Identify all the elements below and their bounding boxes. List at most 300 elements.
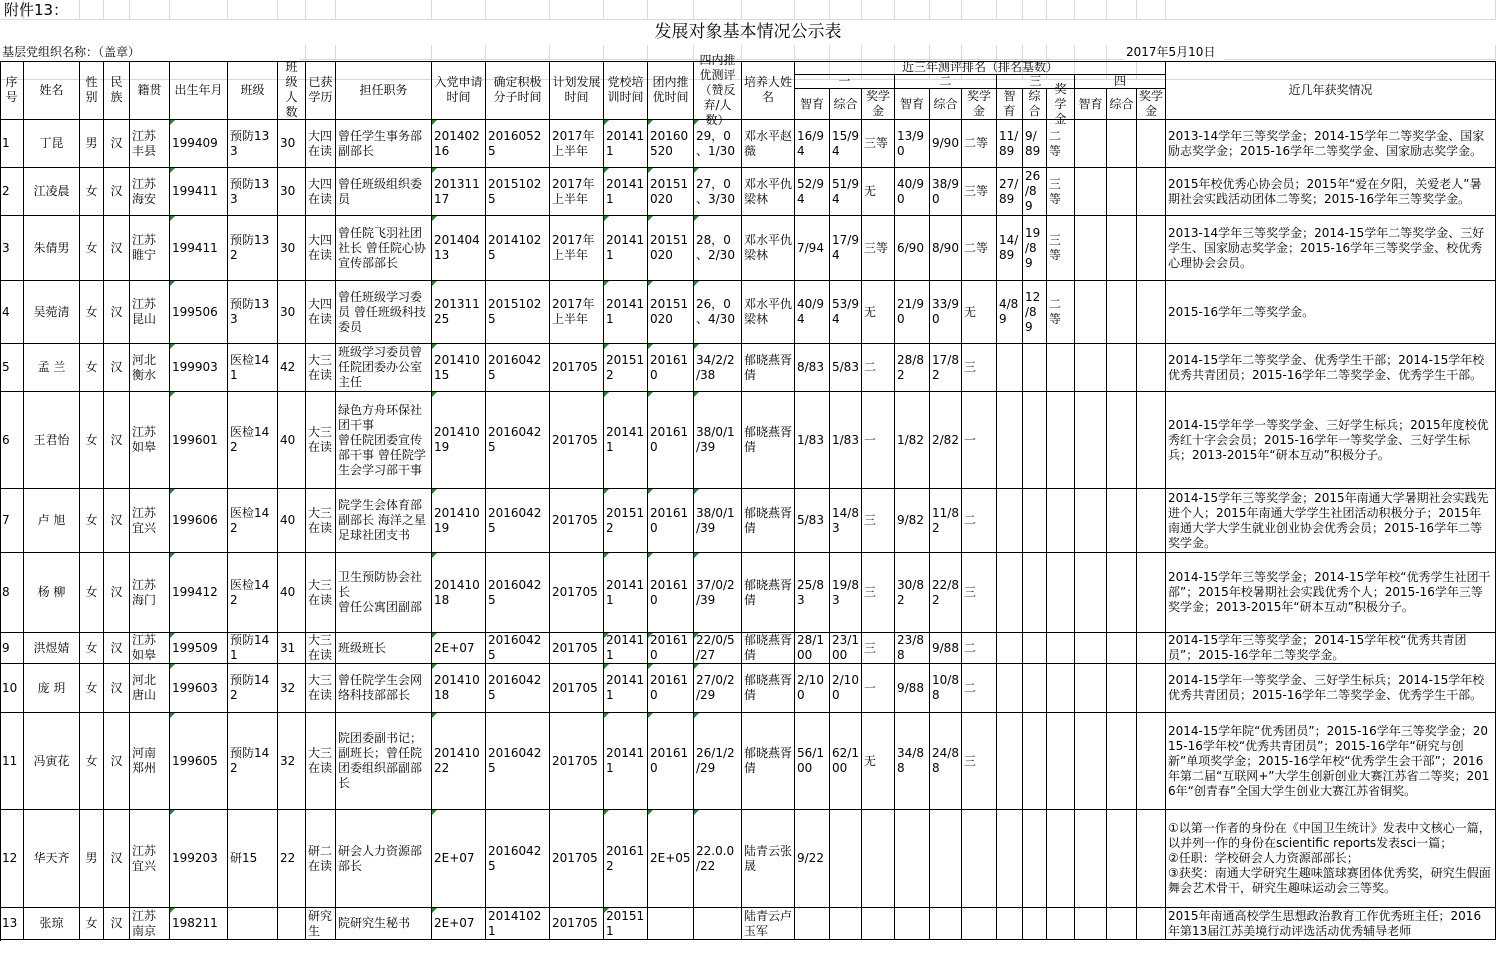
cell-rank-y2-zhiyu[interactable] — [895, 344, 930, 392]
cell-birth[interactable] — [170, 392, 228, 489]
cell-rank-y1-jiang[interactable] — [862, 216, 895, 281]
cell-awards[interactable] — [1166, 633, 1496, 664]
cell-rank-y2-zonghe[interactable] — [930, 168, 962, 216]
cell-awards[interactable] — [1166, 810, 1496, 908]
grid-cell[interactable] — [1107, 0, 1137, 20]
cell-rank-y4-jiang[interactable] — [1137, 168, 1166, 216]
cell-rank-y1-jiang[interactable] — [862, 281, 895, 344]
cell-size[interactable] — [278, 713, 306, 810]
cell-rank-y2-zonghe[interactable] — [930, 664, 962, 713]
cell-gender[interactable] — [80, 344, 104, 392]
cell-training[interactable] — [604, 120, 648, 168]
cell-rank-y2-zonghe[interactable] — [930, 216, 962, 281]
cell-plan[interactable] — [550, 216, 604, 281]
cell-rank-y4-zhiyu[interactable] — [1075, 633, 1107, 664]
cell-rank-y4-zonghe[interactable] — [1107, 713, 1137, 810]
cell-rank-y3-jiang[interactable] — [1047, 120, 1075, 168]
cell-rank-y4-zonghe[interactable] — [1107, 216, 1137, 281]
cell-mentor[interactable] — [742, 216, 795, 281]
cell-degree[interactable] — [306, 168, 336, 216]
cell-mentor[interactable] — [742, 344, 795, 392]
cell-seq[interactable] — [0, 392, 24, 489]
cell-class[interactable] — [228, 489, 278, 553]
cell-awards[interactable] — [1166, 553, 1496, 633]
cell-rank-y2-zonghe[interactable] — [930, 281, 962, 344]
cell-rank-y1-zhiyu[interactable] — [795, 664, 830, 713]
cell-apply[interactable] — [432, 553, 486, 633]
cell-gender[interactable] — [80, 392, 104, 489]
cell-position[interactable] — [336, 216, 432, 281]
cell-size[interactable] — [278, 216, 306, 281]
cell-rank-y1-zhiyu[interactable] — [795, 281, 830, 344]
cell-apply[interactable] — [432, 713, 486, 810]
cell-training[interactable] — [604, 553, 648, 633]
cell-recommend[interactable] — [648, 553, 694, 633]
cell-rank-y2-zonghe[interactable] — [930, 810, 962, 908]
cell-rank-y4-zhiyu[interactable] — [1075, 344, 1107, 392]
cell-rank-y3-jiang[interactable] — [1047, 633, 1075, 664]
cell-activist[interactable] — [486, 553, 550, 633]
cell-class[interactable] — [228, 713, 278, 810]
cell-apply[interactable] — [432, 281, 486, 344]
cell-rank-y3-zonghe[interactable] — [1023, 392, 1047, 489]
cell-rank-y1-zhiyu[interactable] — [795, 216, 830, 281]
grid-cell[interactable] — [228, 0, 278, 20]
cell-size[interactable] — [278, 553, 306, 633]
cell-rank-y2-jiang[interactable] — [962, 120, 997, 168]
cell-rank-y3-zhiyu[interactable] — [997, 908, 1023, 940]
cell-rank-y3-zonghe[interactable] — [1023, 664, 1047, 713]
cell-plan[interactable] — [550, 633, 604, 664]
cell-name[interactable] — [24, 168, 80, 216]
cell-seq[interactable] — [0, 908, 24, 940]
cell-origin[interactable] — [130, 344, 170, 392]
cell-rank-y3-jiang[interactable] — [1047, 713, 1075, 810]
cell-plan[interactable] — [550, 392, 604, 489]
cell-rank-y1-zhiyu[interactable] — [795, 810, 830, 908]
cell-origin[interactable] — [130, 553, 170, 633]
cell-training[interactable] — [604, 281, 648, 344]
cell-recommend[interactable] — [648, 168, 694, 216]
cell-position[interactable] — [336, 664, 432, 713]
cell-rank-y2-zhiyu[interactable] — [895, 633, 930, 664]
grid-cell[interactable] — [336, 0, 432, 20]
cell-rank-y3-jiang[interactable] — [1047, 168, 1075, 216]
cell-seq[interactable] — [0, 281, 24, 344]
cell-rank-y3-zonghe[interactable] — [1023, 168, 1047, 216]
cell-plan[interactable] — [550, 553, 604, 633]
cell-rank-y1-zonghe[interactable] — [830, 908, 862, 940]
cell-rank-y2-zhiyu[interactable] — [895, 713, 930, 810]
cell-eval[interactable] — [694, 633, 742, 664]
cell-activist[interactable] — [486, 168, 550, 216]
cell-rank-y3-jiang[interactable] — [1047, 810, 1075, 908]
cell-position[interactable] — [336, 344, 432, 392]
cell-rank-y3-jiang[interactable] — [1047, 216, 1075, 281]
cell-seq[interactable] — [0, 713, 24, 810]
cell-activist[interactable] — [486, 489, 550, 553]
cell-rank-y1-zhiyu[interactable] — [795, 553, 830, 633]
cell-plan[interactable] — [550, 713, 604, 810]
cell-mentor[interactable] — [742, 908, 795, 940]
cell-seq[interactable] — [0, 633, 24, 664]
cell-position[interactable] — [336, 489, 432, 553]
cell-plan[interactable] — [550, 168, 604, 216]
cell-origin[interactable] — [130, 633, 170, 664]
cell-rank-y2-zhiyu[interactable] — [895, 168, 930, 216]
cell-size[interactable] — [278, 908, 306, 940]
cell-plan[interactable] — [550, 344, 604, 392]
cell-rank-y3-jiang[interactable] — [1047, 392, 1075, 489]
cell-rank-y2-zonghe[interactable] — [930, 120, 962, 168]
grid-cell[interactable] — [1023, 0, 1047, 20]
cell-birth[interactable] — [170, 713, 228, 810]
cell-rank-y1-jiang[interactable] — [862, 664, 895, 713]
cell-rank-y4-zhiyu[interactable] — [1075, 120, 1107, 168]
cell-rank-y3-zonghe[interactable] — [1023, 120, 1047, 168]
cell-rank-y1-jiang[interactable] — [862, 633, 895, 664]
cell-rank-y2-jiang[interactable] — [962, 908, 997, 940]
cell-degree[interactable] — [306, 120, 336, 168]
cell-gender[interactable] — [80, 908, 104, 940]
cell-rank-y3-zhiyu[interactable] — [997, 489, 1023, 553]
cell-apply[interactable] — [432, 216, 486, 281]
cell-rank-y1-jiang[interactable] — [862, 810, 895, 908]
cell-degree[interactable] — [306, 344, 336, 392]
cell-gender[interactable] — [80, 633, 104, 664]
cell-rank-y1-zonghe[interactable] — [830, 664, 862, 713]
cell-size[interactable] — [278, 810, 306, 908]
cell-recommend[interactable] — [648, 392, 694, 489]
cell-ethnic[interactable] — [104, 392, 130, 489]
cell-degree[interactable] — [306, 633, 336, 664]
cell-rank-y2-jiang[interactable] — [962, 168, 997, 216]
cell-rank-y4-zhiyu[interactable] — [1075, 168, 1107, 216]
grid-cell[interactable] — [795, 0, 830, 20]
cell-rank-y4-zhiyu[interactable] — [1075, 810, 1107, 908]
cell-size[interactable] — [278, 633, 306, 664]
cell-position[interactable] — [336, 908, 432, 940]
cell-origin[interactable] — [130, 281, 170, 344]
cell-rank-y3-zhiyu[interactable] — [997, 344, 1023, 392]
cell-eval[interactable] — [694, 216, 742, 281]
cell-size[interactable] — [278, 120, 306, 168]
cell-rank-y4-jiang[interactable] — [1137, 344, 1166, 392]
grid-cell[interactable] — [432, 0, 486, 20]
cell-plan[interactable] — [550, 281, 604, 344]
cell-degree[interactable] — [306, 713, 336, 810]
cell-apply[interactable] — [432, 392, 486, 489]
cell-awards[interactable] — [1166, 713, 1496, 810]
cell-seq[interactable] — [0, 664, 24, 713]
cell-origin[interactable] — [130, 489, 170, 553]
cell-origin[interactable] — [130, 120, 170, 168]
cell-class[interactable] — [228, 344, 278, 392]
grid-cell[interactable] — [830, 0, 862, 20]
grid-cell[interactable] — [648, 0, 694, 20]
cell-activist[interactable] — [486, 633, 550, 664]
cell-position[interactable] — [336, 168, 432, 216]
cell-rank-y4-jiang[interactable] — [1137, 553, 1166, 633]
cell-rank-y2-jiang[interactable] — [962, 633, 997, 664]
cell-birth[interactable] — [170, 216, 228, 281]
cell-name[interactable] — [24, 392, 80, 489]
cell-name[interactable] — [24, 664, 80, 713]
cell-mentor[interactable] — [742, 633, 795, 664]
cell-plan[interactable] — [550, 908, 604, 940]
cell-rank-y4-zhiyu[interactable] — [1075, 489, 1107, 553]
cell-rank-y3-zonghe[interactable] — [1023, 810, 1047, 908]
cell-recommend[interactable] — [648, 489, 694, 553]
cell-rank-y2-jiang[interactable] — [962, 216, 997, 281]
cell-mentor[interactable] — [742, 120, 795, 168]
cell-origin[interactable] — [130, 216, 170, 281]
cell-class[interactable] — [228, 392, 278, 489]
cell-position[interactable] — [336, 713, 432, 810]
cell-rank-y4-jiang[interactable] — [1137, 908, 1166, 940]
cell-recommend[interactable] — [648, 664, 694, 713]
cell-birth[interactable] — [170, 120, 228, 168]
cell-rank-y1-zonghe[interactable] — [830, 810, 862, 908]
cell-class[interactable] — [228, 120, 278, 168]
cell-awards[interactable] — [1166, 281, 1496, 344]
cell-training[interactable] — [604, 810, 648, 908]
cell-rank-y2-jiang[interactable] — [962, 810, 997, 908]
cell-gender[interactable] — [80, 713, 104, 810]
cell-rank-y1-jiang[interactable] — [862, 392, 895, 489]
cell-seq[interactable] — [0, 216, 24, 281]
cell-training[interactable] — [604, 392, 648, 489]
cell-seq[interactable] — [0, 810, 24, 908]
cell-gender[interactable] — [80, 168, 104, 216]
cell-name[interactable] — [24, 344, 80, 392]
cell-ethnic[interactable] — [104, 810, 130, 908]
cell-rank-y2-zhiyu[interactable] — [895, 281, 930, 344]
cell-seq[interactable] — [0, 344, 24, 392]
cell-seq[interactable] — [0, 120, 24, 168]
cell-rank-y1-jiang[interactable] — [862, 168, 895, 216]
cell-position[interactable] — [336, 553, 432, 633]
cell-name[interactable] — [24, 216, 80, 281]
cell-rank-y3-zonghe[interactable] — [1023, 216, 1047, 281]
cell-rank-y3-zonghe[interactable] — [1023, 553, 1047, 633]
cell-position[interactable] — [336, 810, 432, 908]
cell-mentor[interactable] — [742, 810, 795, 908]
cell-rank-y1-zonghe[interactable] — [830, 344, 862, 392]
cell-recommend[interactable] — [648, 713, 694, 810]
grid-cell[interactable] — [862, 0, 895, 20]
grid-cell[interactable] — [742, 0, 795, 20]
cell-training[interactable] — [604, 713, 648, 810]
cell-apply[interactable] — [432, 168, 486, 216]
cell-degree[interactable] — [306, 810, 336, 908]
grid-cell[interactable] — [694, 0, 742, 20]
cell-rank-y4-zonghe[interactable] — [1107, 633, 1137, 664]
cell-rank-y1-zonghe[interactable] — [830, 216, 862, 281]
cell-position[interactable] — [336, 392, 432, 489]
cell-rank-y4-zhiyu[interactable] — [1075, 908, 1107, 940]
cell-training[interactable] — [604, 168, 648, 216]
cell-rank-y1-zhiyu[interactable] — [795, 489, 830, 553]
cell-rank-y2-zonghe[interactable] — [930, 489, 962, 553]
cell-training[interactable] — [604, 908, 648, 940]
cell-degree[interactable] — [306, 489, 336, 553]
cell-ethnic[interactable] — [104, 489, 130, 553]
cell-rank-y3-zhiyu[interactable] — [997, 120, 1023, 168]
cell-rank-y1-zonghe[interactable] — [830, 553, 862, 633]
cell-degree[interactable] — [306, 664, 336, 713]
grid-cell[interactable] — [962, 0, 997, 20]
cell-rank-y3-jiang[interactable] — [1047, 553, 1075, 633]
cell-apply[interactable] — [432, 633, 486, 664]
cell-origin[interactable] — [130, 810, 170, 908]
cell-rank-y4-zonghe[interactable] — [1107, 281, 1137, 344]
cell-rank-y1-zonghe[interactable] — [830, 633, 862, 664]
cell-awards[interactable] — [1166, 392, 1496, 489]
cell-name[interactable] — [24, 633, 80, 664]
cell-rank-y4-zonghe[interactable] — [1107, 489, 1137, 553]
cell-class[interactable] — [228, 633, 278, 664]
cell-apply[interactable] — [432, 120, 486, 168]
cell-origin[interactable] — [130, 168, 170, 216]
cell-ethnic[interactable] — [104, 120, 130, 168]
cell-recommend[interactable] — [648, 344, 694, 392]
cell-rank-y3-zhiyu[interactable] — [997, 281, 1023, 344]
cell-rank-y4-jiang[interactable] — [1137, 664, 1166, 713]
cell-name[interactable] — [24, 553, 80, 633]
grid-cell[interactable] — [278, 0, 306, 20]
cell-class[interactable] — [228, 168, 278, 216]
cell-eval[interactable] — [694, 344, 742, 392]
cell-name[interactable] — [24, 810, 80, 908]
cell-training[interactable] — [604, 489, 648, 553]
cell-mentor[interactable] — [742, 713, 795, 810]
cell-rank-y2-zhiyu[interactable] — [895, 120, 930, 168]
cell-plan[interactable] — [550, 120, 604, 168]
cell-degree[interactable] — [306, 553, 336, 633]
cell-ethnic[interactable] — [104, 168, 130, 216]
cell-name[interactable] — [24, 120, 80, 168]
cell-rank-y4-jiang[interactable] — [1137, 392, 1166, 489]
cell-gender[interactable] — [80, 489, 104, 553]
cell-activist[interactable] — [486, 392, 550, 489]
cell-degree[interactable] — [306, 908, 336, 940]
cell-rank-y2-zonghe[interactable] — [930, 908, 962, 940]
cell-rank-y2-jiang[interactable] — [962, 664, 997, 713]
cell-rank-y1-zhiyu[interactable] — [795, 344, 830, 392]
cell-rank-y3-zonghe[interactable] — [1023, 281, 1047, 344]
cell-rank-y3-zhiyu[interactable] — [997, 713, 1023, 810]
cell-rank-y4-zonghe[interactable] — [1107, 120, 1137, 168]
cell-degree[interactable] — [306, 216, 336, 281]
cell-rank-y4-zhiyu[interactable] — [1075, 553, 1107, 633]
cell-eval[interactable] — [694, 908, 742, 940]
cell-size[interactable] — [278, 664, 306, 713]
cell-activist[interactable] — [486, 908, 550, 940]
cell-rank-y1-zonghe[interactable] — [830, 120, 862, 168]
cell-rank-y1-jiang[interactable] — [862, 120, 895, 168]
cell-name[interactable] — [24, 281, 80, 344]
cell-class[interactable] — [228, 664, 278, 713]
cell-rank-y4-zonghe[interactable] — [1107, 168, 1137, 216]
cell-rank-y2-zhiyu[interactable] — [895, 908, 930, 940]
cell-eval[interactable] — [694, 553, 742, 633]
cell-ethnic[interactable] — [104, 553, 130, 633]
cell-awards[interactable] — [1166, 489, 1496, 553]
cell-mentor[interactable] — [742, 392, 795, 489]
cell-ethnic[interactable] — [104, 713, 130, 810]
cell-rank-y1-jiang[interactable] — [862, 553, 895, 633]
cell-gender[interactable] — [80, 120, 104, 168]
cell-plan[interactable] — [550, 810, 604, 908]
grid-cell[interactable] — [1075, 0, 1107, 20]
cell-mentor[interactable] — [742, 168, 795, 216]
cell-origin[interactable] — [130, 664, 170, 713]
cell-rank-y2-zhiyu[interactable] — [895, 489, 930, 553]
grid-cell[interactable] — [895, 0, 930, 20]
cell-gender[interactable] — [80, 664, 104, 713]
cell-plan[interactable] — [550, 664, 604, 713]
cell-rank-y4-zonghe[interactable] — [1107, 344, 1137, 392]
cell-awards[interactable] — [1166, 216, 1496, 281]
cell-activist[interactable] — [486, 810, 550, 908]
cell-position[interactable] — [336, 281, 432, 344]
cell-eval[interactable] — [694, 489, 742, 553]
cell-activist[interactable] — [486, 664, 550, 713]
cell-ethnic[interactable] — [104, 216, 130, 281]
cell-ethnic[interactable] — [104, 908, 130, 940]
cell-activist[interactable] — [486, 713, 550, 810]
cell-birth[interactable] — [170, 810, 228, 908]
cell-rank-y4-jiang[interactable] — [1137, 713, 1166, 810]
cell-rank-y3-jiang[interactable] — [1047, 664, 1075, 713]
cell-eval[interactable] — [694, 120, 742, 168]
cell-rank-y1-jiang[interactable] — [862, 908, 895, 940]
cell-class[interactable] — [228, 216, 278, 281]
cell-birth[interactable] — [170, 344, 228, 392]
cell-rank-y4-zonghe[interactable] — [1107, 908, 1137, 940]
cell-birth[interactable] — [170, 908, 228, 940]
cell-rank-y1-zhiyu[interactable] — [795, 120, 830, 168]
cell-rank-y2-jiang[interactable] — [962, 344, 997, 392]
cell-rank-y3-zonghe[interactable] — [1023, 344, 1047, 392]
cell-apply[interactable] — [432, 664, 486, 713]
cell-recommend[interactable] — [648, 216, 694, 281]
grid-cell[interactable] — [170, 0, 228, 20]
cell-eval[interactable] — [694, 392, 742, 489]
cell-position[interactable] — [336, 633, 432, 664]
cell-mentor[interactable] — [742, 281, 795, 344]
cell-rank-y4-zonghe[interactable] — [1107, 810, 1137, 908]
cell-apply[interactable] — [432, 489, 486, 553]
cell-ethnic[interactable] — [104, 281, 130, 344]
cell-gender[interactable] — [80, 216, 104, 281]
cell-class[interactable] — [228, 281, 278, 344]
cell-training[interactable] — [604, 216, 648, 281]
cell-rank-y4-zonghe[interactable] — [1107, 392, 1137, 489]
cell-birth[interactable] — [170, 281, 228, 344]
cell-rank-y4-jiang[interactable] — [1137, 281, 1166, 344]
cell-awards[interactable] — [1166, 168, 1496, 216]
cell-rank-y1-zhiyu[interactable] — [795, 713, 830, 810]
cell-position[interactable] — [336, 120, 432, 168]
cell-recommend[interactable] — [648, 281, 694, 344]
cell-gender[interactable] — [80, 553, 104, 633]
cell-rank-y2-jiang[interactable] — [962, 489, 997, 553]
cell-training[interactable] — [604, 633, 648, 664]
cell-rank-y4-jiang[interactable] — [1137, 633, 1166, 664]
cell-awards[interactable] — [1166, 908, 1496, 940]
